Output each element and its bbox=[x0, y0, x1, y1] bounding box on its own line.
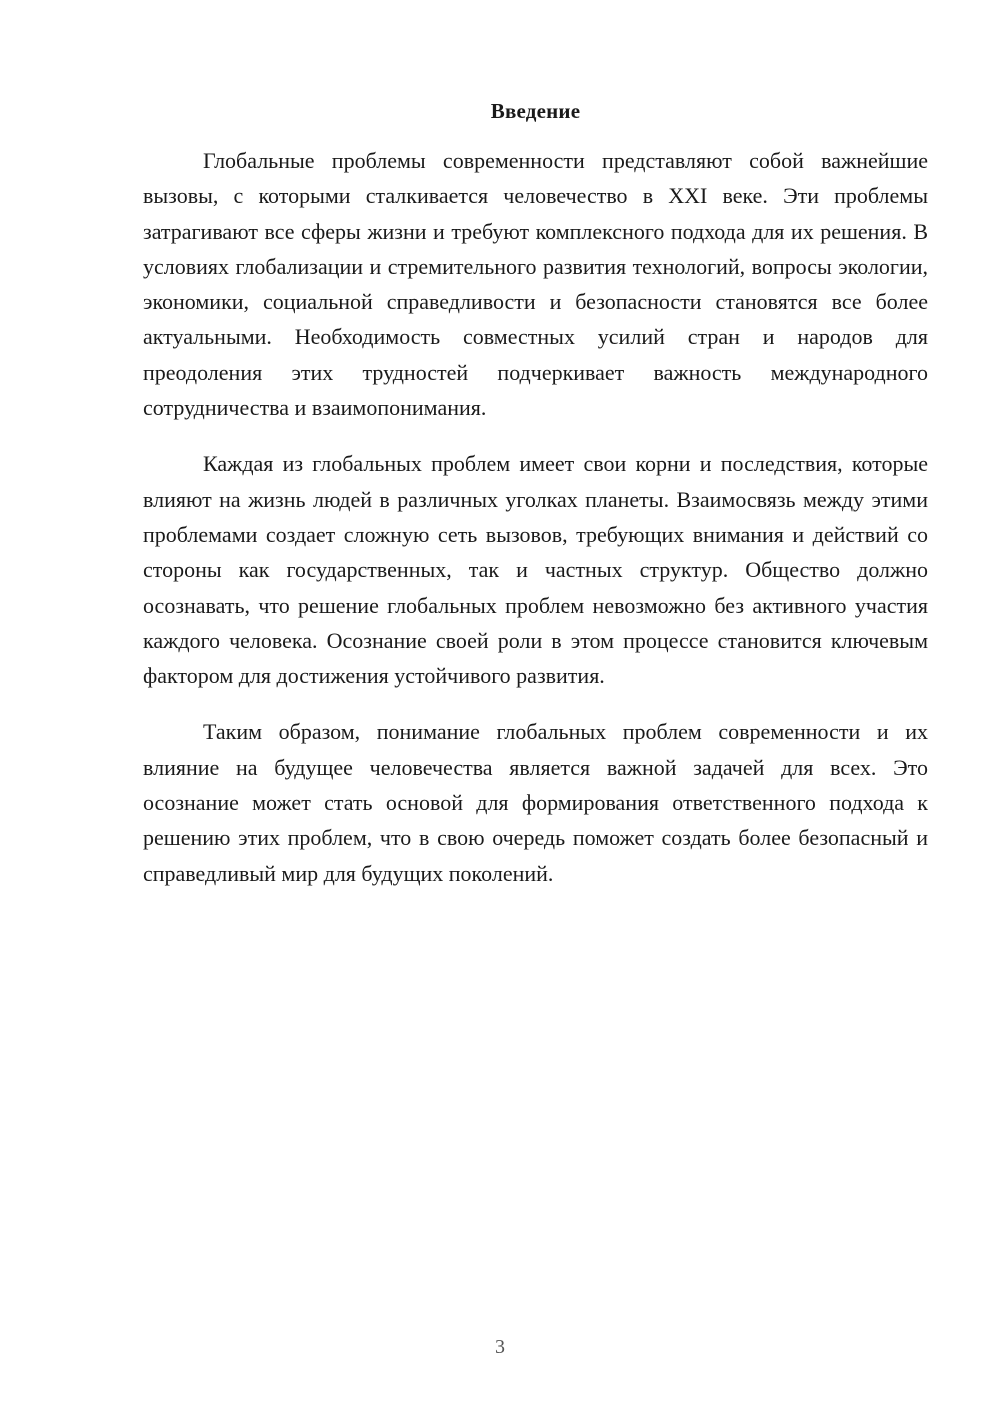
page-number: 3 bbox=[495, 1336, 505, 1358]
paragraph-1: Глобальные проблемы современности представляют собой важнейшие вызовы, с которыми сталкивается человечество в XXI веке. Эти проблемы затрагивают все сферы жизни и требуют комплексного подхода для их решения. В условиях глобализации и стремительного развития технологий, вопросы экологии, экономики, социальной справедливости и безопасности становятся все более актуальными. Необходимость совместных усилий стран и народов для преодоления этих трудностей подчеркивает важность международного сотрудничества и взаимопонимания. bbox=[143, 148, 928, 421]
page-content bbox=[143, 96, 928, 912]
paragraph-3: Таким образом, понимание глобальных проблем современности и их влияние на будущее человечества является важной задачей для всех. Это осознание может стать основой для формирования ответственного подхода к решению этих проблем, что в свою очередь поможет создать более безопасный и справедливый мир для будущих поколений. bbox=[143, 719, 928, 886]
paragraph-2: Каждая из глобальных проблем имеет свои корни и последствия, которые влияют на жизнь людей в различных уголках планеты. Взаимосвязь между этими проблемами создает сложную сеть вызовов, требующих внимания и действий со стороны как государственных, так и частных структур. Общество должно осознавать, что решение глобальных проблем невозможно без активного участия каждого человека. Осознание своей роли в этом процессе становится ключевым фактором для достижения устойчивого развития. bbox=[143, 451, 928, 689]
section-heading: Введение bbox=[490, 99, 581, 123]
